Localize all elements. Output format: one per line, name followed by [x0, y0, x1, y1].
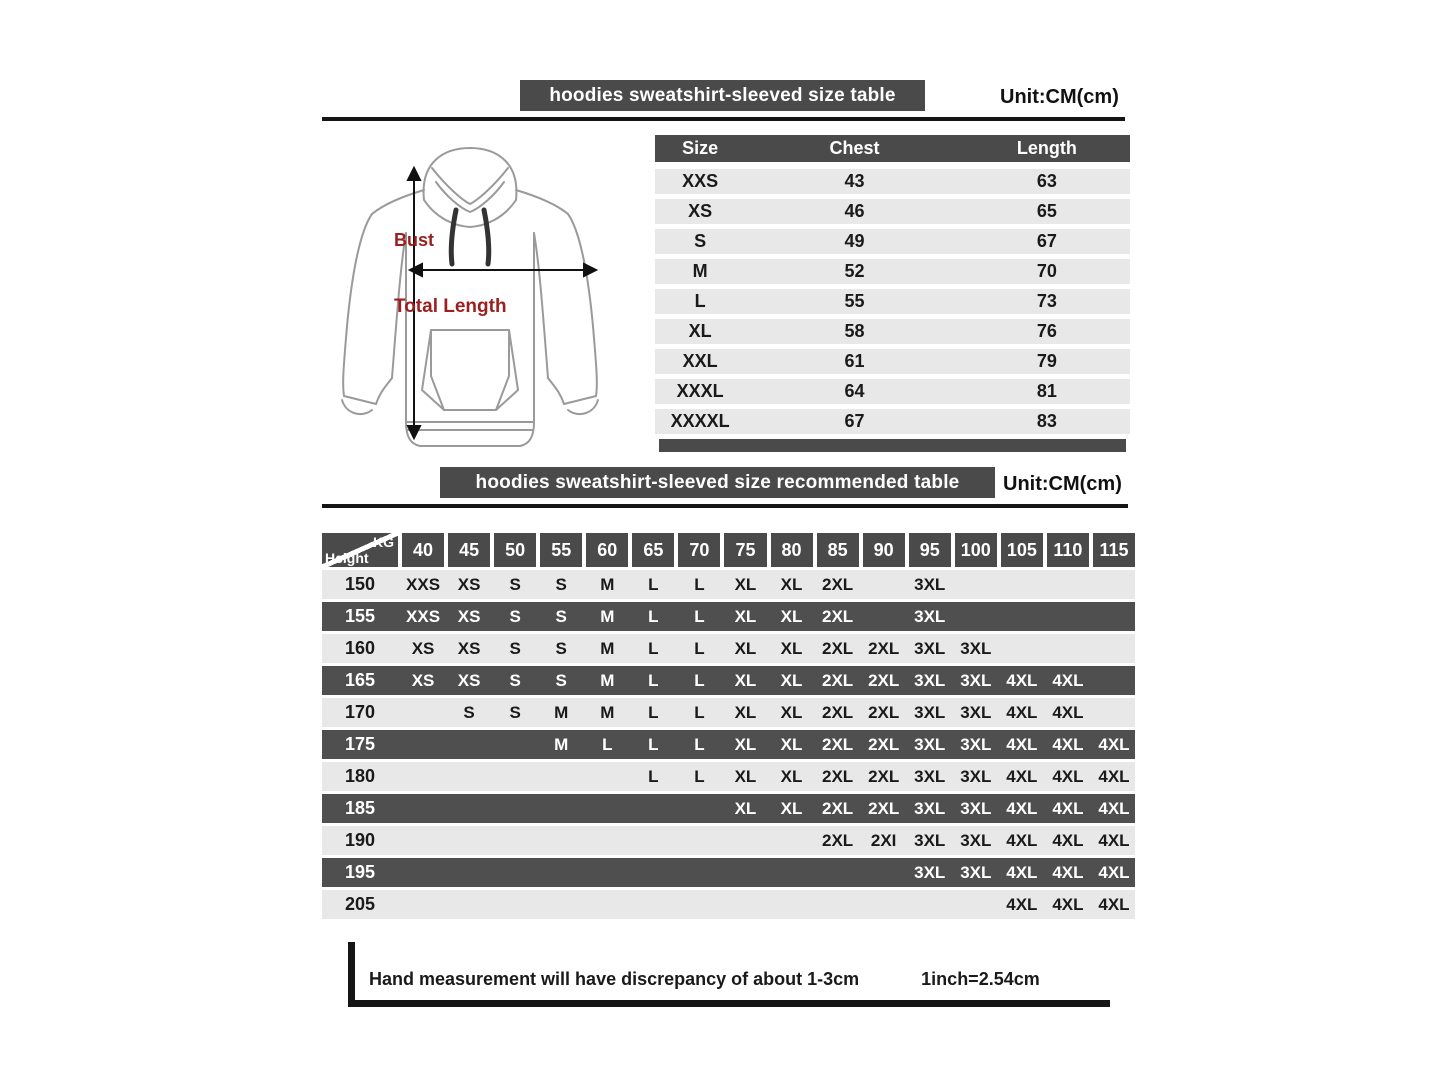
size-cell: XL	[734, 606, 757, 626]
size-cell: 4XL	[1052, 734, 1084, 754]
size-cell: L	[648, 766, 659, 786]
size-cell: 4XL	[1006, 702, 1038, 722]
size-cell: S	[509, 670, 521, 690]
height-label: 175	[344, 734, 376, 754]
size-table-title: hoodies sweatshirt-sleeved size table	[520, 80, 925, 111]
size-cell: 2XL	[822, 606, 854, 626]
size-cell: 3XL	[960, 702, 992, 722]
size-cell: S	[555, 638, 567, 658]
size-cell: 4XL	[1006, 670, 1038, 690]
height-label: 180	[344, 766, 376, 786]
hoodie-diagram	[328, 138, 613, 458]
size-cell: L	[694, 670, 705, 690]
size-cell: M	[600, 670, 615, 690]
bust-label: Bust	[394, 230, 434, 250]
size-cell: 2XL	[822, 702, 854, 722]
size-cell: 4XL	[1006, 830, 1038, 850]
height-label: 150	[344, 574, 376, 594]
table-row	[655, 289, 1130, 314]
size-cell: 3XL	[960, 830, 992, 850]
table-row	[655, 259, 1130, 284]
inch-conversion-note: 1inch=2.54cm	[921, 969, 1040, 989]
size-cell: 4XL	[1098, 894, 1130, 914]
weight-col-header: 80	[771, 533, 813, 567]
size-cell: L	[694, 638, 705, 658]
size-cell: XS	[411, 670, 435, 690]
size-cell: 3XL	[914, 670, 946, 690]
length-value: 65	[1036, 201, 1057, 221]
size-cell: L	[694, 702, 705, 722]
size-table-header-row	[655, 135, 1130, 162]
size-cell: 3XL	[914, 638, 946, 658]
size-cell: 3XL	[960, 766, 992, 786]
size-cell: 2XL	[822, 798, 854, 818]
size-cell: 4XL	[1006, 894, 1038, 914]
size-cell: L	[648, 574, 659, 594]
size-cell: XS	[411, 638, 435, 658]
size-value: XXXXL	[670, 411, 730, 431]
size-table	[655, 135, 1130, 452]
size-cell: 2XL	[822, 766, 854, 786]
height-label: 165	[344, 670, 376, 690]
size-cell: XL	[734, 574, 757, 594]
weight-col-header: 70	[678, 533, 720, 567]
size-cell: 3XL	[914, 574, 946, 594]
col-header-chest: Chest	[829, 138, 880, 158]
recommended-row	[322, 826, 1135, 855]
height-label: 155	[344, 606, 376, 626]
size-cell: M	[554, 734, 569, 754]
size-cell: XL	[780, 798, 803, 818]
kg-height-corner-cell	[322, 533, 398, 567]
size-cell: XXS	[406, 574, 441, 594]
recommended-row	[322, 698, 1135, 727]
size-cell: XL	[780, 702, 803, 722]
height-label: 190	[344, 830, 376, 850]
size-cell: 4XL	[1006, 862, 1038, 882]
size-cell: S	[509, 702, 521, 722]
height-label: 160	[344, 638, 376, 658]
table-row	[655, 319, 1130, 344]
length-value: 81	[1036, 381, 1057, 401]
size-cell: M	[600, 606, 615, 626]
size-cell: 3XL	[914, 862, 946, 882]
size-value: M	[692, 261, 708, 281]
table-row	[655, 229, 1130, 254]
size-cell: S	[509, 606, 521, 626]
recommended-table-title: hoodies sweatshirt-sleeved size recommended table	[440, 467, 995, 498]
size-table-footer-bar	[659, 439, 1126, 452]
weight-col-header: 110	[1047, 533, 1089, 567]
recommended-row	[322, 570, 1135, 599]
size-cell: 2XL	[822, 670, 854, 690]
size-cell: 4XL	[1098, 830, 1130, 850]
height-label: 170	[344, 702, 376, 722]
col-header-size: Size	[682, 138, 719, 158]
size-cell: L	[648, 734, 659, 754]
size-cell: 3XL	[914, 734, 946, 754]
height-label: 185	[344, 798, 376, 818]
size-cell: 2XL	[822, 638, 854, 658]
size-value: L	[694, 291, 706, 311]
total-length-label: Total Length	[394, 296, 507, 317]
recommended-table-unit: Unit:CM(cm)	[1003, 473, 1122, 495]
size-cell: 4XL	[1098, 798, 1130, 818]
size-cell: 3XL	[960, 734, 992, 754]
kg-label: KG	[373, 534, 394, 550]
table-row	[655, 169, 1130, 194]
size-cell: 2XL	[868, 798, 900, 818]
size-cell: S	[509, 574, 521, 594]
size-cell: XL	[734, 734, 757, 754]
recommended-row	[322, 890, 1135, 919]
length-value: 73	[1036, 291, 1057, 311]
size-cell: 4XL	[1006, 766, 1038, 786]
size-cell: 4XL	[1098, 734, 1130, 754]
size-cell: S	[509, 638, 521, 658]
size-value: XXS	[682, 171, 719, 191]
weight-col-header: 75	[724, 533, 766, 567]
footnote	[348, 942, 1110, 1007]
size-cell: XL	[734, 798, 757, 818]
weight-col-header: 90	[863, 533, 905, 567]
size-cell: 4XL	[1098, 862, 1130, 882]
size-cell: M	[600, 702, 615, 722]
size-value: XL	[688, 321, 712, 341]
length-value: 79	[1036, 351, 1057, 371]
recommended-row	[322, 666, 1135, 695]
recommended-row	[322, 634, 1135, 663]
size-cell: 4XL	[1052, 862, 1084, 882]
size-cell: XS	[457, 606, 481, 626]
size-cell: XL	[734, 670, 757, 690]
chest-value: 43	[844, 171, 865, 191]
chest-value: 52	[844, 261, 865, 281]
size-cell: 2XI	[870, 830, 897, 850]
size-cell: 3XL	[914, 798, 946, 818]
size-cell: L	[694, 574, 705, 594]
size-cell: 2XL	[868, 702, 900, 722]
size-cell: 3XL	[914, 766, 946, 786]
size-cell: 2XL	[822, 734, 854, 754]
size-cell: 4XL	[1052, 798, 1084, 818]
size-cell: M	[600, 574, 615, 594]
size-cell: 4XL	[1006, 734, 1038, 754]
size-cell: 4XL	[1052, 702, 1084, 722]
weight-col-header: 55	[540, 533, 582, 567]
size-cell: 2XL	[868, 638, 900, 658]
size-cell: 4XL	[1098, 766, 1130, 786]
length-value: 67	[1036, 231, 1057, 251]
size-cell: 2XL	[822, 830, 854, 850]
size-cell: M	[554, 702, 569, 722]
weight-col-header: 95	[909, 533, 951, 567]
length-value: 70	[1036, 261, 1057, 281]
size-cell: S	[555, 606, 567, 626]
size-cell: 3XL	[914, 702, 946, 722]
weight-col-header: 85	[817, 533, 859, 567]
chest-value: 46	[844, 201, 865, 221]
size-cell: XL	[734, 702, 757, 722]
weight-col-header: 115	[1093, 533, 1135, 567]
size-cell: 2XL	[868, 734, 900, 754]
size-cell: 3XL	[960, 798, 992, 818]
size-cell: 3XL	[960, 638, 992, 658]
height-header-label: Height	[325, 550, 369, 566]
size-cell: 4XL	[1006, 798, 1038, 818]
table-row	[655, 379, 1130, 404]
size-cell: 4XL	[1052, 830, 1084, 850]
size-cell: L	[648, 606, 659, 626]
size-value: XS	[688, 201, 713, 221]
weight-col-header: 40	[402, 533, 444, 567]
size-cell: 4XL	[1052, 766, 1084, 786]
size-cell: XL	[734, 766, 757, 786]
weight-col-header: 60	[586, 533, 628, 567]
chest-value: 61	[844, 351, 865, 371]
size-cell: L	[694, 766, 705, 786]
divider-rule-middle	[322, 504, 1128, 508]
divider-rule-top	[322, 117, 1125, 121]
size-cell: XL	[780, 670, 803, 690]
length-value: 83	[1036, 411, 1057, 431]
size-cell: XL	[780, 766, 803, 786]
bust-arrow	[410, 264, 596, 276]
length-value: 63	[1036, 171, 1057, 191]
size-cell: S	[555, 574, 567, 594]
recommended-header-row	[322, 533, 1135, 567]
size-value: S	[694, 231, 707, 251]
size-cell: M	[600, 638, 615, 658]
recommended-row	[322, 602, 1135, 631]
weight-col-header: 105	[1001, 533, 1043, 567]
size-cell: XS	[457, 574, 481, 594]
chest-value: 64	[844, 381, 865, 401]
height-label: 205	[344, 894, 376, 914]
size-cell: XXS	[406, 606, 441, 626]
size-value: XXXL	[676, 381, 724, 401]
size-cell: XL	[780, 606, 803, 626]
size-cell: 4XL	[1052, 894, 1084, 914]
size-cell: L	[648, 670, 659, 690]
size-cell: L	[694, 606, 705, 626]
size-table-unit: Unit:CM(cm)	[1000, 86, 1119, 108]
recommended-row	[322, 794, 1135, 823]
size-cell: XS	[457, 670, 481, 690]
height-label: 195	[344, 862, 376, 882]
size-cell: L	[648, 638, 659, 658]
table-row	[655, 199, 1130, 224]
chest-value: 58	[844, 321, 865, 341]
size-cell: L	[694, 734, 705, 754]
size-cell: XS	[457, 638, 481, 658]
length-value: 76	[1036, 321, 1057, 341]
size-cell: S	[463, 702, 475, 722]
measurement-note: Hand measurement will have discrepancy of about 1-3cm	[369, 969, 860, 989]
size-cell: XL	[780, 734, 803, 754]
size-cell: 3XL	[960, 862, 992, 882]
weight-col-header: 50	[494, 533, 536, 567]
weight-col-header: 65	[632, 533, 674, 567]
recommended-table	[322, 533, 1135, 922]
size-cell: 2XL	[822, 574, 854, 594]
size-cell: 3XL	[914, 606, 946, 626]
table-row	[655, 349, 1130, 374]
size-cell: 2XL	[868, 766, 900, 786]
size-cell: XL	[734, 638, 757, 658]
chest-value: 55	[844, 291, 865, 311]
chest-value: 67	[844, 411, 865, 431]
col-header-length: Length	[1016, 138, 1077, 158]
size-cell: L	[602, 734, 613, 754]
size-cell: 4XL	[1052, 670, 1084, 690]
weight-col-header: 100	[955, 533, 997, 567]
size-value: XXL	[682, 351, 718, 371]
size-cell: 2XL	[868, 670, 900, 690]
size-cell: L	[648, 702, 659, 722]
size-cell: S	[555, 670, 567, 690]
recommended-row	[322, 730, 1135, 759]
size-cell: 3XL	[914, 830, 946, 850]
size-cell: XL	[780, 638, 803, 658]
weight-col-header: 45	[448, 533, 490, 567]
chest-value: 49	[844, 231, 865, 251]
size-cell: XL	[780, 574, 803, 594]
size-cell: 3XL	[960, 670, 992, 690]
recommended-row	[322, 762, 1135, 791]
table-row	[655, 409, 1130, 434]
recommended-row	[322, 858, 1135, 887]
